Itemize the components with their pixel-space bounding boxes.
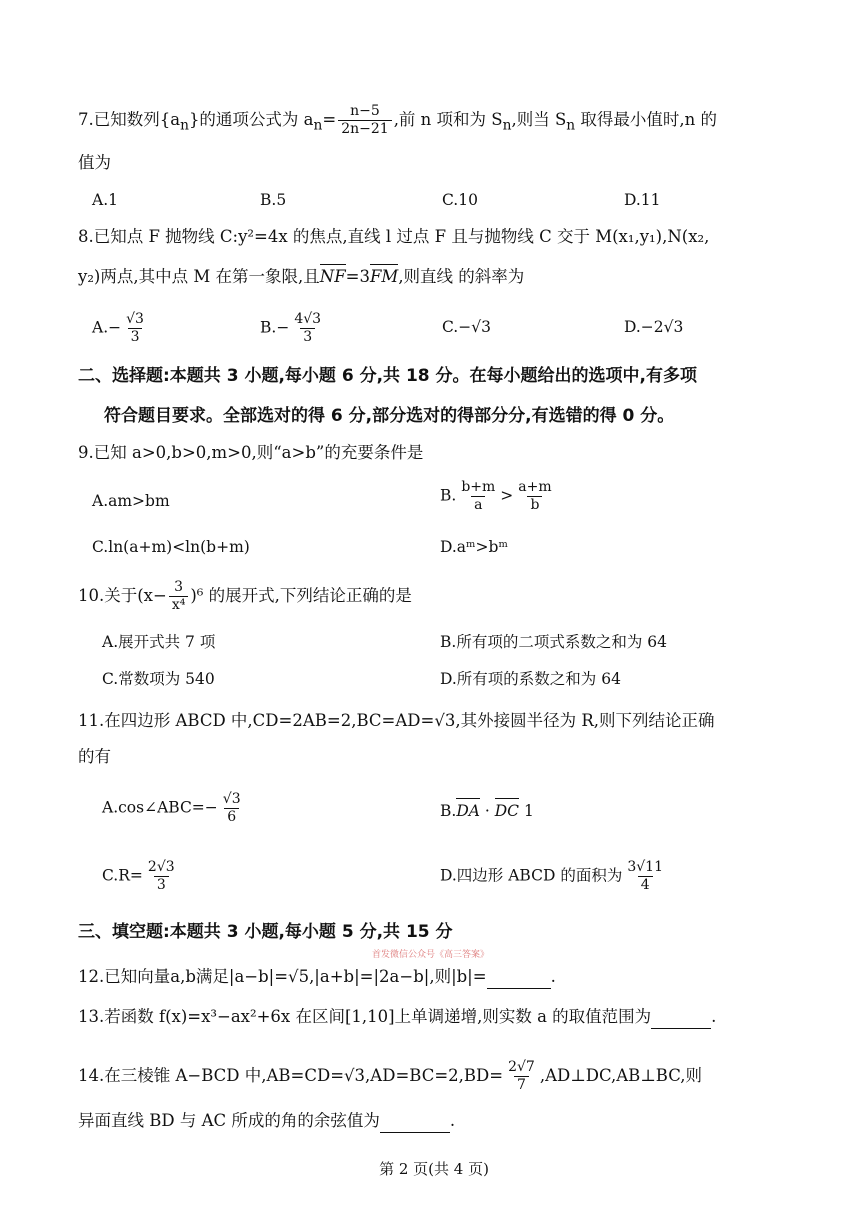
q11-line1: 11.在四边形 ABCD 中,CD=2AB=2,BC=AD=√3,其外接圆半径为 R,则下列结论正确 (78, 711, 715, 730)
q11-opt-a-den: 6 (224, 808, 239, 825)
q13-end: . (711, 1007, 717, 1026)
q10-stem (78, 580, 412, 613)
q7-text-mid1: }的通项公式为 a (188, 110, 314, 129)
q7-sub4: n (566, 117, 576, 134)
q9-stem: 9.已知 a>0,b>0,m>0,则“a>b”的充要条件是 (78, 443, 424, 462)
q8-opt-b-num: 4√3 (294, 311, 322, 327)
q8-line2-pre: y₂)两点,其中点 M 在第一象限,且 (78, 267, 320, 286)
q8-opt-b-pre: B.− (260, 318, 290, 337)
q11-opt-d-num: 3√11 (627, 859, 663, 875)
q10-pre: 10.关于 (78, 586, 138, 605)
q14-frac-den: 7 (514, 1076, 529, 1093)
q9-opt-b-num2: a+m (518, 479, 552, 495)
q7-option-d: D.11 (624, 191, 661, 209)
q8-option-c: C.−√3 (442, 318, 491, 336)
q8-option-b (260, 312, 326, 345)
q14-answer-blank[interactable] (380, 1110, 450, 1133)
q9-opt-b-frac1 (458, 480, 498, 513)
q8-line2 (78, 266, 524, 288)
q10-post: 的展开式,下列结论正确的是 (203, 586, 412, 605)
q9-opt-b-pre: B. (440, 486, 457, 505)
q7-frac-den: 2n−21 (338, 120, 391, 137)
q13-answer-blank[interactable] (651, 1006, 711, 1029)
q9-option-c: C.ln(a+m)<ln(b+m) (92, 538, 250, 556)
q10-option-d: D.所有项的系数之和为 64 (440, 670, 621, 688)
q8-opt-a-num: √3 (126, 311, 144, 327)
q13-line (78, 1006, 716, 1029)
q11-vector-da: DA (456, 802, 480, 820)
q13-text: 13.若函数 f(x)=x³−ax²+6x 在区间[1,10]上单调递增,则实数 a 的取值范围为 (78, 1007, 652, 1026)
q8-line1: 8.已知点 F 抛物线 C:y²=4x 的焦点,直线 l 过点 F 且与抛物线 C 交于 M(x₁,y₁),N(x₂, (78, 227, 710, 246)
q9-opt-b-den2: b (527, 496, 542, 513)
q11-option-a (102, 792, 246, 825)
q12-text: 12.已知向量a,b满足|a−b|=√5,|a+b|=|2a−b|,则|b|= (78, 967, 487, 986)
section-2-heading-line2: 符合题目要求。全部选对的得 6 分,部分选对的得部分分,有选错的得 0 分。 (104, 406, 675, 426)
q12-answer-blank[interactable] (487, 966, 551, 989)
q7-option-a: A.1 (92, 191, 118, 209)
q7-text-post2: ,则当 S (511, 110, 567, 129)
q8-opt-b-den: 3 (300, 328, 315, 345)
q8-line2-post: ,则直线 的斜率为 (398, 267, 525, 286)
q7-sub: n (180, 117, 189, 134)
q9-opt-b-num1: b+m (461, 479, 496, 495)
q10-option-c: C.常数项为 540 (102, 670, 215, 688)
q14-line1 (78, 1060, 702, 1093)
q11-opt-d-pre: D.四边形 ABCD 的面积为 (440, 866, 623, 885)
q14-line2-text: 异面直线 BD 与 AC 所成的角的余弦值为 (78, 1111, 380, 1130)
q14-frac (505, 1060, 538, 1093)
q9-option-b (440, 480, 557, 513)
q7-fraction (338, 104, 391, 137)
q11-opt-c-den: 3 (154, 876, 169, 893)
q11-opt-b-pre: B. (440, 802, 457, 820)
q11-line2: 的有 (78, 747, 111, 766)
q11-dot: · (479, 802, 495, 820)
q7-text-post: ,前 n 项和为 S (393, 110, 503, 129)
section-3-heading: 三、填空题:本题共 3 小题,每小题 5 分,共 15 分 (78, 922, 453, 942)
q10-option-a: A.展开式共 7 项 (102, 633, 216, 651)
q11-opt-a-pre: A.cos∠ABC=− (102, 798, 218, 817)
q9-option-d: D.aᵐ>bᵐ (440, 538, 508, 556)
q9-opt-b-gt: > (500, 486, 514, 505)
q12-end: . (550, 967, 556, 986)
q11-opt-c-frac (145, 860, 178, 893)
page-footer: 第 2 页(共 4 页) (379, 1160, 489, 1178)
q8-opt-a-frac (123, 312, 147, 345)
q14-end: . (449, 1111, 456, 1130)
q7-line2: 值为 (78, 153, 111, 172)
q14-frac-num: 2√7 (508, 1059, 535, 1075)
q11-opt-d-frac (624, 860, 666, 893)
q7-sub3: n (502, 117, 512, 134)
q7-option-c: C.10 (442, 191, 478, 209)
q7-line1 (78, 104, 717, 137)
q10-expr-post: )⁶ (190, 586, 204, 605)
q8-opt-a-pre: A.− (92, 318, 122, 337)
q7-eq: = (322, 110, 337, 129)
q11-opt-b-post: 1 (519, 802, 534, 820)
q11-option-d (440, 860, 668, 893)
q7-frac-num: n−5 (350, 103, 380, 119)
q11-opt-d-den: 4 (638, 876, 653, 893)
q8-vector-nf: NF (319, 267, 346, 286)
q9-opt-b-den1: a (471, 496, 485, 513)
q8-option-a (92, 312, 149, 345)
q10-frac (169, 580, 189, 613)
q7-sub2: n (313, 117, 323, 134)
q11-opt-c-pre: C.R= (102, 866, 143, 885)
q10-frac-den: x⁴ (169, 596, 189, 613)
q7-option-b: B.5 (260, 191, 287, 209)
q12-line (78, 966, 556, 989)
q11-option-b (440, 800, 534, 822)
q11-opt-a-num: √3 (222, 791, 241, 807)
section-2-heading-line1: 二、选择题:本题共 3 小题,每小题 6 分,共 18 分。在每小题给出的选项中,有多项 (78, 366, 697, 386)
q7-text-post3: 取得最小值时,n 的 (575, 110, 717, 129)
q10-option-b: B.所有项的二项式系数之和为 64 (440, 633, 667, 651)
q11-opt-a-frac (220, 792, 244, 825)
q11-vector-dc: DC (494, 802, 520, 820)
q8-vector-fm: FM (369, 267, 399, 286)
q14-line2 (78, 1110, 455, 1133)
q10-frac-num: 3 (174, 579, 184, 595)
q14-post: ,AD⊥DC,AB⊥BC,则 (539, 1066, 703, 1085)
watermark: 首发微信公众号《高三答案》 (372, 950, 490, 960)
q8-eq: =3 (345, 267, 370, 286)
q9-opt-b-frac2 (515, 480, 554, 513)
q8-opt-b-frac (291, 312, 324, 345)
q9-option-a: A.am>bm (92, 492, 170, 510)
q14-pre: 14.在三棱锥 A−BCD 中,AB=CD=√3,AD=BC=2,BD= (78, 1066, 504, 1085)
q11-option-c (102, 860, 180, 893)
q10-expr-pre: (x− (137, 586, 167, 605)
q11-opt-c-num: 2√3 (147, 859, 175, 875)
q8-option-d: D.−2√3 (624, 318, 684, 336)
q7-text-pre: 7.已知数列{a (78, 110, 181, 129)
q8-opt-a-den: 3 (128, 328, 143, 345)
